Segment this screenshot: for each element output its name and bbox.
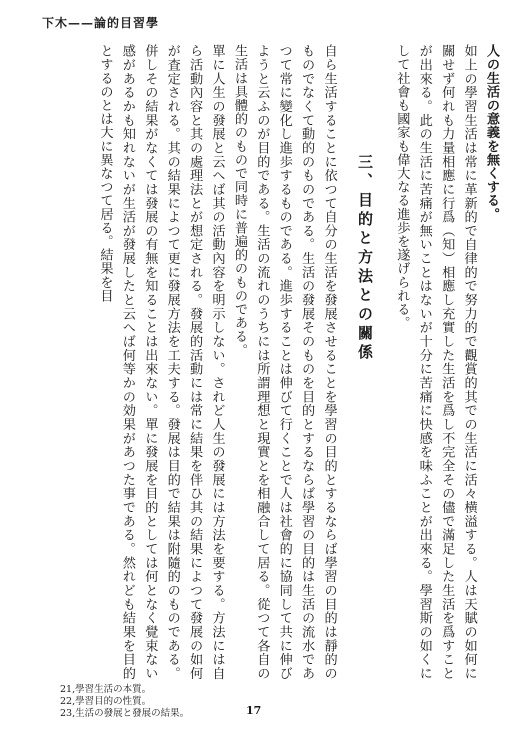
footnote: 22,學習目的の性質。: [60, 696, 152, 707]
page-number: 17: [246, 704, 262, 717]
footnotes: [60, 684, 189, 720]
paragraph: 自ら生活することに依つて自分の生活を發展させることを學習の目的とするならば學習の目的は靜的のものでなくて動的のものである。生活の發展そのものを目的とするならば學習の目的は生活の流水であつて常に變化し進歩するものである。進歩することは伸びて行くことで人は社會的に協同して共に伸びようと云ふのが目的である。生活の流れのうちには所謂理想と現實とを相融合して居る。從つて各自の生活は具體的のもので同時に普遍的のものである。: [231, 44, 337, 680]
paragraph: 人の生活の意義を無くする。: [484, 44, 499, 221]
footnote: 21,學習生活の本質。: [60, 684, 152, 695]
paragraph: 單に人生の發展と云へば其の活動內容を明示しない。されど人生の發展には方法を要する。方法には自ら活動內容と其の處理法とが想定される。發展的活動には常に結果を伴ひ其の結果によつて發展の如何が査定される。其の結果によつて更に發展方法を工夫する。發展は目的で結果は附隨的のものである。併しその結果がなくては發展の有無を知ることは出來ない。單に發展を目的としては何となく覺束ない感があるかも知れないが生活が發展したと云へば何等かの効果があつた事である。然れども結果を目的とするのとは大に異なつて居る。結果を目: [97, 44, 225, 680]
paragraph: 如上の學習生活は常に革新的で自律的で努力的で觀賞的其での生活に活々横溢する。人は天賦の如何に關せず何れも力量相應に行爲（知）相應し充實した生活を爲し不完全その儘で滿足した生活を爲すことが出來る。此の生活に苦痛が無いことはないが十分に苦痛に快感を味ふことが出來る。學習斯の如くにして社會も國家も偉大なる進歩を遂げられる。: [394, 44, 477, 680]
vertical-body-text: [34, 44, 502, 680]
running-header: 學習目的論——木下: [42, 16, 160, 30]
footnote: 23,生活の發展と發展の結果。: [60, 708, 190, 719]
section-heading: 三、目的と方法との關係: [355, 154, 374, 363]
